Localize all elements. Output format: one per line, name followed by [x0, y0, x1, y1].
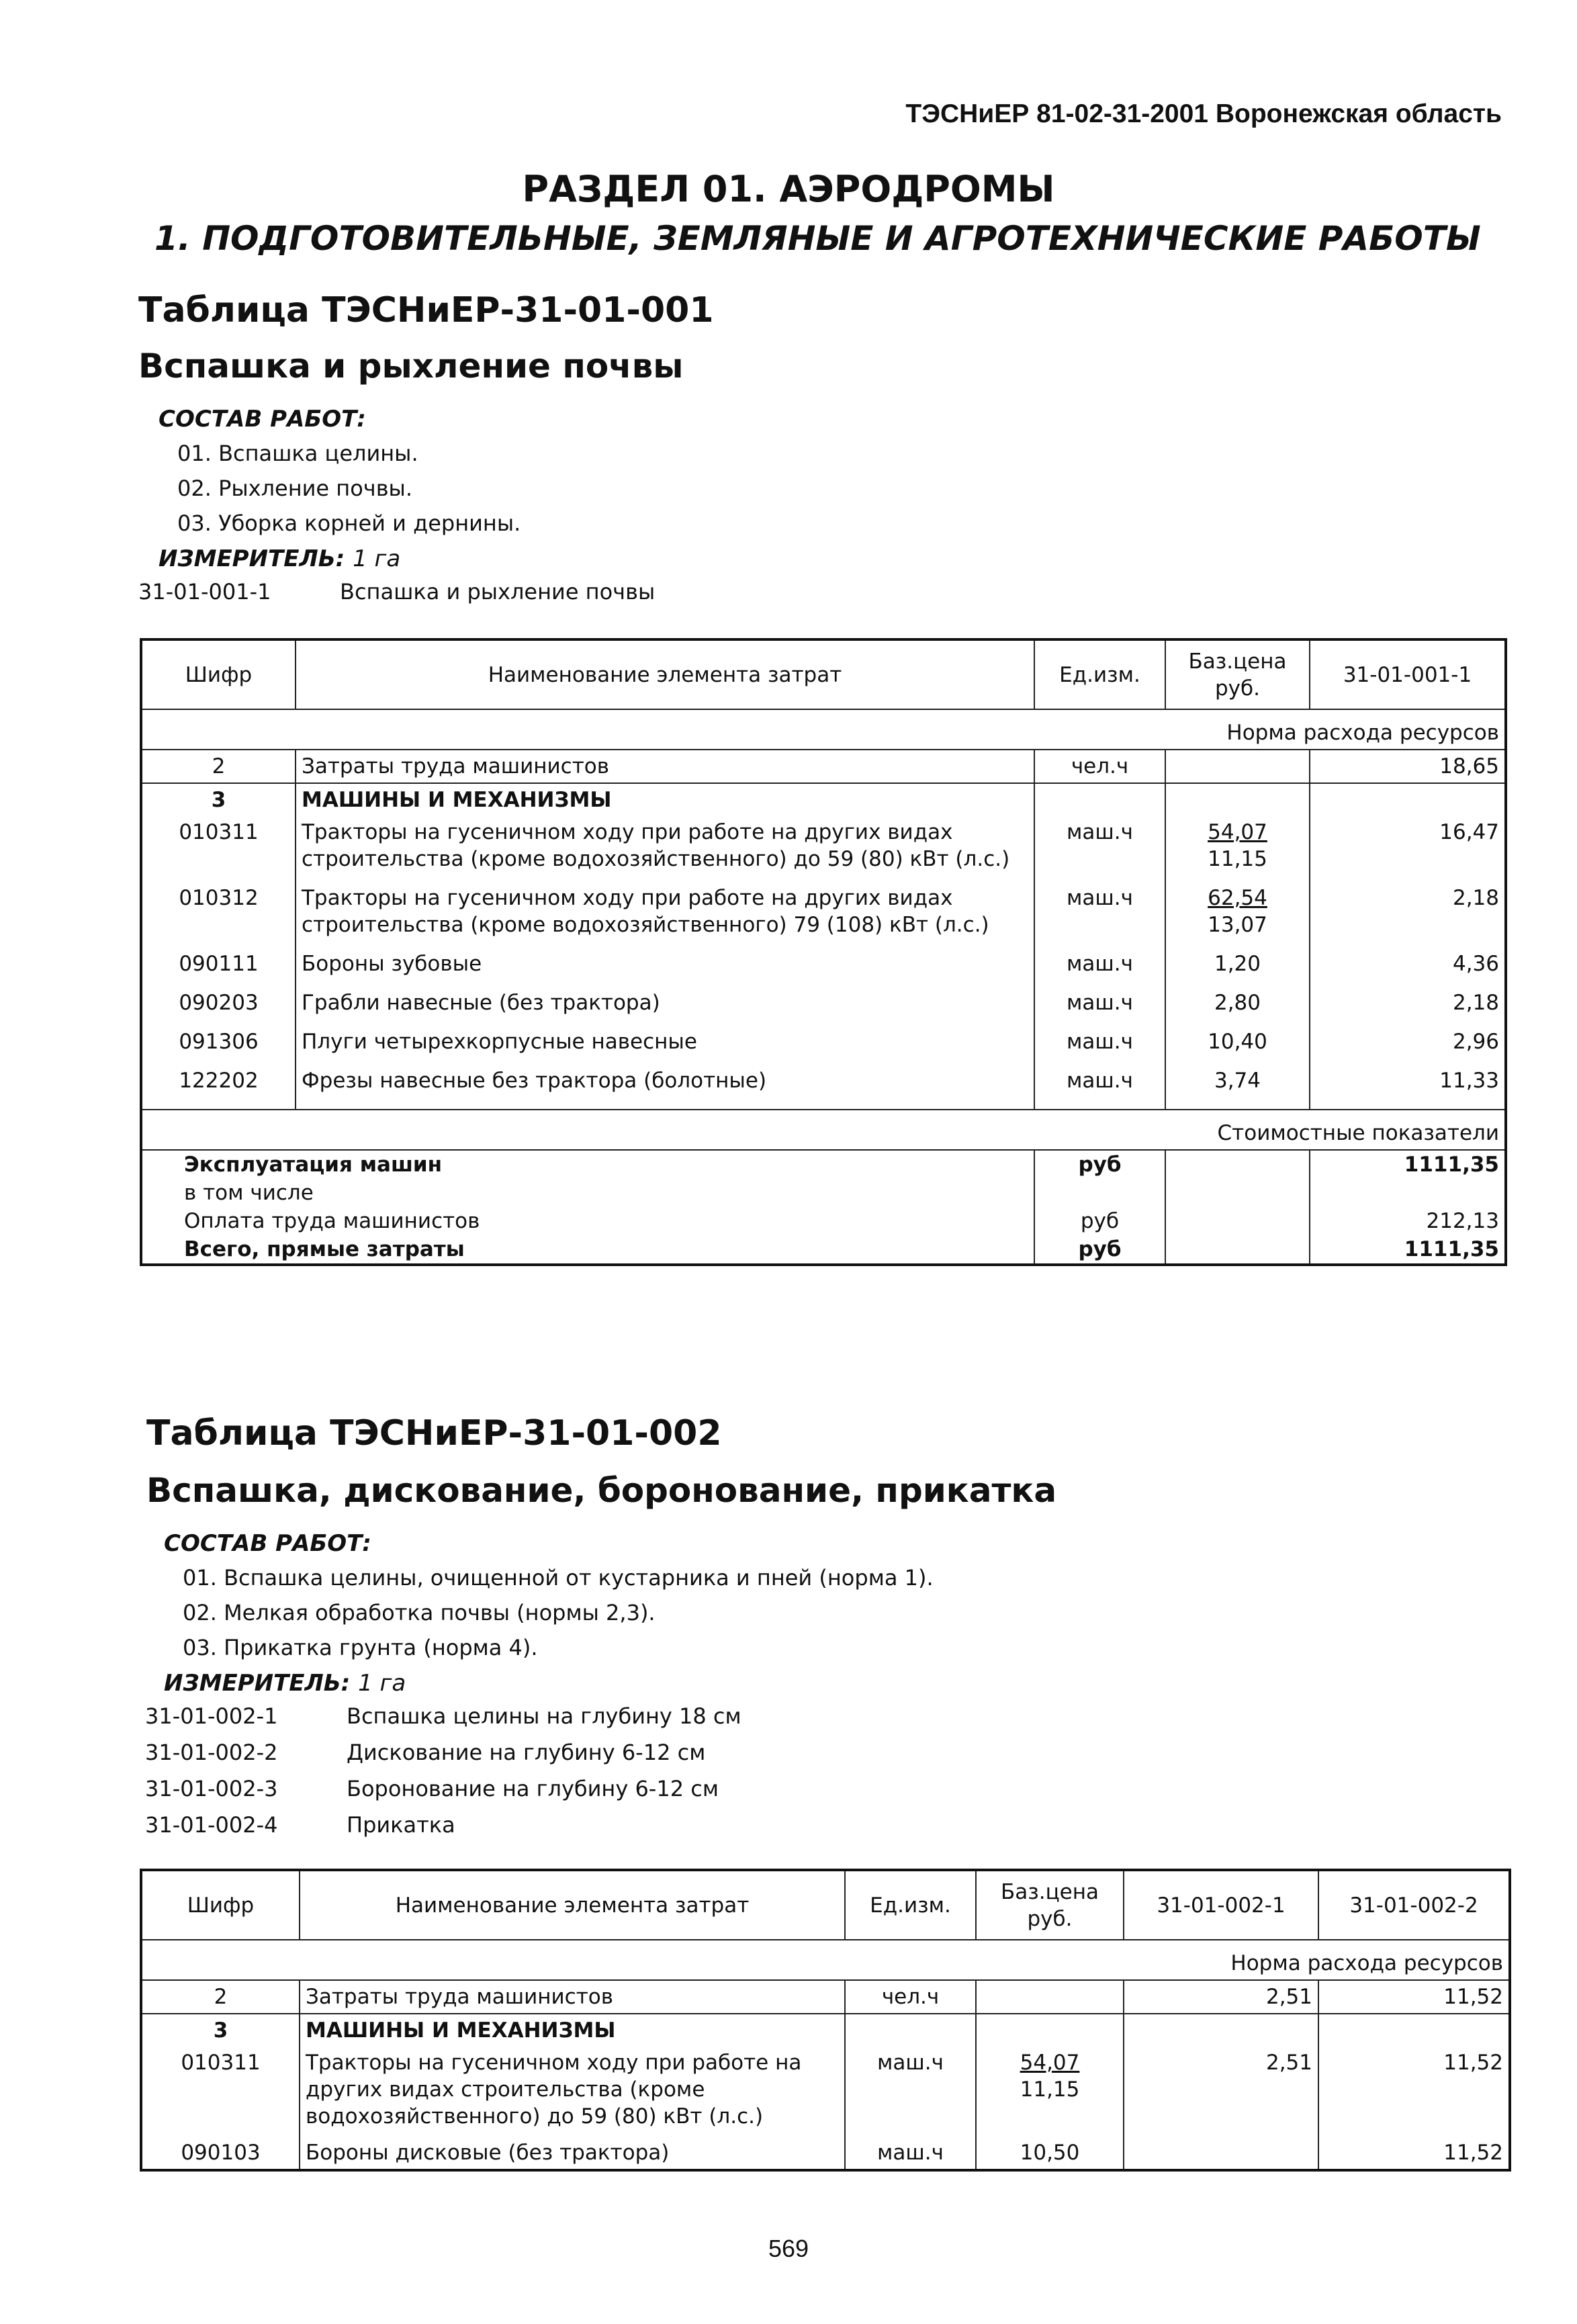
table2-row4-v2: 11,52 [1318, 2133, 1510, 2170]
table1-h-price: Баз.цена руб. [1165, 639, 1310, 709]
table-row [141, 2047, 1510, 2133]
table1-row7-unit: маш.ч [1034, 1019, 1165, 1058]
table1-row6-v1: 2,18 [1310, 980, 1506, 1019]
table2-sostav-label: СОСТАВ РАБОТ: [164, 1530, 371, 1557]
table1-row5-unit: маш.ч [1034, 941, 1165, 980]
table1-row3-price: 54,07 11,15 [1165, 816, 1310, 875]
table1-header-row [141, 639, 1506, 709]
table1-cost4-v1: 1111,35 [1310, 1235, 1506, 1265]
table1-row7-price: 10,40 [1165, 1019, 1310, 1058]
table1-row8-v1: 11,33 [1310, 1058, 1506, 1110]
table2-work-2: 02. Мелкая обработка почвы (нормы 2,3). [183, 1600, 656, 1625]
table1-work-2: 02. Рыхление почвы. [177, 476, 412, 501]
table2-row1-v1: 2,51 [1124, 1980, 1318, 2014]
table-row [141, 1235, 1506, 1265]
table2-code-line-1: 31-01-002-1 Вспашка целины на глубину 18 см [145, 1703, 741, 1729]
table2-row4-v1 [1124, 2133, 1318, 2170]
table1-measurer [159, 545, 400, 572]
table1-code-name: Вспашка и рыхление почвы [340, 579, 656, 605]
table2-row2-name: МАШИНЫ И МЕХАНИЗМЫ [300, 2014, 845, 2047]
table1-row3-v1: 16,47 [1310, 816, 1506, 875]
table1-meas-value: 1 га [353, 545, 401, 572]
table1-row1-unit: чел.ч [1034, 750, 1165, 783]
table2-row4-code: 090103 [141, 2133, 300, 2170]
table2-norm-caption-row [141, 1947, 1510, 1980]
table1-row6-code: 090203 [141, 980, 296, 1019]
table2-work-3: 03. Прикатка грунта (норма 4). [183, 1635, 538, 1660]
table2-row1-v2: 11,52 [1318, 1980, 1510, 2014]
table1-sostav-label: СОСТАВ РАБОТ: [159, 406, 366, 433]
table-row [141, 941, 1506, 980]
table-row [141, 1150, 1506, 1179]
table-row [141, 1980, 1510, 2014]
table1-work-3: 03. Уборка корней и дернины. [177, 510, 521, 536]
table1-cost3-v1: 212,13 [1310, 1207, 1506, 1235]
table2-row3-v1: 2,51 [1124, 2047, 1318, 2133]
table1-row1-code: 2 [141, 750, 296, 783]
table1-work-1: 01. Вспашка целины. [177, 441, 418, 466]
chapter-title: 1. ПОДГОТОВИТЕЛЬНЫЕ, ЗЕМЛЯНЫЕ И АГРОТЕХНИЧЕСКИЕ РАБОТЫ [154, 219, 1481, 258]
table2-row4-unit: маш.ч [845, 2133, 976, 2170]
table1-row3-name: Тракторы на гусеничном ходу при работе на других видах строительства (кроме водохозяйственного) до 59 (80) кВт (л.с.) [296, 816, 1034, 875]
table1-row1-name: Затраты труда машинистов [296, 750, 1034, 783]
table1-row7-code: 091306 [141, 1019, 296, 1058]
table2-row4-name: Бороны дисковые (без трактора) [300, 2133, 845, 2170]
table2-subtitle: Вспашка, дискование, боронование, прикатка [146, 1471, 1057, 1510]
table1-cost3-name: Оплата труда машинистов [141, 1207, 1034, 1235]
table1-row6-price: 2,80 [1165, 980, 1310, 1019]
page-number: 569 [768, 2235, 809, 2262]
table2-code-line-3: 31-01-002-3 Боронование на глубину 6-12 см [145, 1776, 719, 1801]
document-header: ТЭСНиЕР 81-02-31-2001 Воронежская область [905, 99, 1502, 128]
table2-measurer [164, 1670, 406, 1697]
table1-row4-price: 62,54 13,07 [1165, 875, 1310, 941]
table1-code: 31-01-001-1 [138, 579, 271, 605]
table1-row4-unit: маш.ч [1034, 875, 1165, 941]
table1-cost2-name: в том числе [141, 1179, 1034, 1207]
table2-meas-value: 1 га [358, 1670, 406, 1697]
table2-norm-caption: Норма расхода ресурсов [141, 1947, 1510, 1980]
table1-h-unit: Ед.изм. [1034, 639, 1165, 709]
table1-row5-code: 090111 [141, 941, 296, 980]
table2-h-unit: Ед.изм. [845, 1870, 976, 1940]
table1-cost1-name: Эксплуатация машин [141, 1150, 1034, 1179]
table1-cost4-unit: руб [1034, 1235, 1165, 1265]
table1-row5-name: Бороны зубовые [296, 941, 1034, 980]
table1-norm-caption: Норма расхода ресурсов [141, 717, 1506, 750]
table2-meas-label: ИЗМЕРИТЕЛЬ: [164, 1670, 351, 1697]
table2-row3-price: 54,07 11,15 [976, 2047, 1124, 2133]
table-row [141, 1179, 1506, 1207]
table2-h-col1: 31-01-002-1 [1124, 1870, 1318, 1940]
table1-cost-caption-row [141, 1117, 1506, 1150]
table1-row4-code: 010312 [141, 875, 296, 941]
table-row [141, 750, 1506, 783]
table2-h-name: Наименование элемента затрат [300, 1870, 845, 1940]
table1-row2-name: МАШИНЫ И МЕХАНИЗМЫ [296, 783, 1034, 816]
table1-row6-unit: маш.ч [1034, 980, 1165, 1019]
table2-row1-unit: чел.ч [845, 1980, 976, 2014]
table-row [141, 1058, 1506, 1110]
table1-cost4-name: Всего, прямые затраты [141, 1235, 1034, 1265]
table-row [141, 2133, 1510, 2170]
table1-row8-name: Фрезы навесные без трактора (болотные) [296, 1058, 1034, 1110]
table2-row1-code: 2 [141, 1980, 300, 2014]
table1-meas-label: ИЗМЕРИТЕЛЬ: [159, 545, 345, 572]
table1-code-line [138, 579, 655, 605]
table2-row3-code: 010311 [141, 2047, 300, 2133]
table1-row6-name: Грабли навесные (без трактора) [296, 980, 1034, 1019]
table1-row7-v1: 2,96 [1310, 1019, 1506, 1058]
table2-row3-unit: маш.ч [845, 2047, 976, 2133]
table2-row3-name: Тракторы на гусеничном ходу при работе на других видах строительства (кроме водохозяйственного) до 59 (80) кВт (л.с.) [300, 2047, 845, 2133]
table1-spacer [141, 709, 1506, 717]
table1-row7-name: Плуги четырехкорпусные навесные [296, 1019, 1034, 1058]
section-title: РАЗДЕЛ 01. АЭРОДРОМЫ [522, 168, 1055, 210]
table2-h-col2: 31-01-002-2 [1318, 1870, 1510, 1940]
table1-row2-code: 3 [141, 783, 296, 816]
table2-code-line-4: 31-01-002-4 Прикатка [145, 1812, 455, 1838]
table2-header-row [141, 1870, 1510, 1940]
table1-row4-name: Тракторы на гусеничном ходу при работе на других видах строительства (кроме водохозяйственного) 79 (108) кВт (л.с.) [296, 875, 1034, 941]
table1-cost-caption: Стоимостные показатели [141, 1117, 1506, 1150]
table1-row8-code: 122202 [141, 1058, 296, 1110]
table1-row4-v1: 2,18 [1310, 875, 1506, 941]
table1-cost1-v1: 1111,35 [1310, 1150, 1506, 1179]
table2-title: Таблица ТЭСНиЕР-31-01-002 [146, 1413, 722, 1454]
table-row [141, 980, 1506, 1019]
table-row [141, 1019, 1506, 1058]
table2-h-shifr: Шифр [141, 1870, 300, 1940]
table1-cost3-unit: руб [1034, 1207, 1165, 1235]
table-row [141, 2014, 1510, 2047]
table1-h-col1: 31-01-001-1 [1310, 639, 1506, 709]
table1-subtitle: Вспашка и рыхление почвы [138, 347, 684, 386]
table2-row4-price: 10,50 [976, 2133, 1124, 2170]
table-row [141, 816, 1506, 875]
table1-row5-price: 1,20 [1165, 941, 1310, 980]
table1-h-shifr: Шифр [141, 639, 296, 709]
table1-row1-v1: 18,65 [1310, 750, 1506, 783]
table2-work-1: 01. Вспашка целины, очищенной от кустарника и пней (норма 1). [183, 1565, 934, 1591]
table1-cost1-unit: руб [1034, 1150, 1165, 1179]
table1-norm-caption-row [141, 717, 1506, 750]
table-row [141, 783, 1506, 816]
table1 [140, 638, 1507, 1266]
table1-row3-unit: маш.ч [1034, 816, 1165, 875]
table1-title: Таблица ТЭСНиЕР-31-01-001 [138, 290, 714, 330]
table2-h-price: Баз.цена руб. [976, 1870, 1124, 1940]
table1-row1-price [1165, 750, 1310, 783]
table2 [140, 1869, 1511, 2172]
table2-row1-name: Затраты труда машинистов [300, 1980, 845, 2014]
table1-row8-unit: маш.ч [1034, 1058, 1165, 1110]
table1-row5-v1: 4,36 [1310, 941, 1506, 980]
table2-row3-v2: 11,52 [1318, 2047, 1510, 2133]
table1-row8-price: 3,74 [1165, 1058, 1310, 1110]
table1-h-name: Наименование элемента затрат [296, 639, 1034, 709]
table2-code-line-2: 31-01-002-2 Дискование на глубину 6-12 см [145, 1740, 706, 1765]
table2-row2-code: 3 [141, 2014, 300, 2047]
table-row [141, 1207, 1506, 1235]
table-row [141, 875, 1506, 941]
table1-row3-code: 010311 [141, 816, 296, 875]
